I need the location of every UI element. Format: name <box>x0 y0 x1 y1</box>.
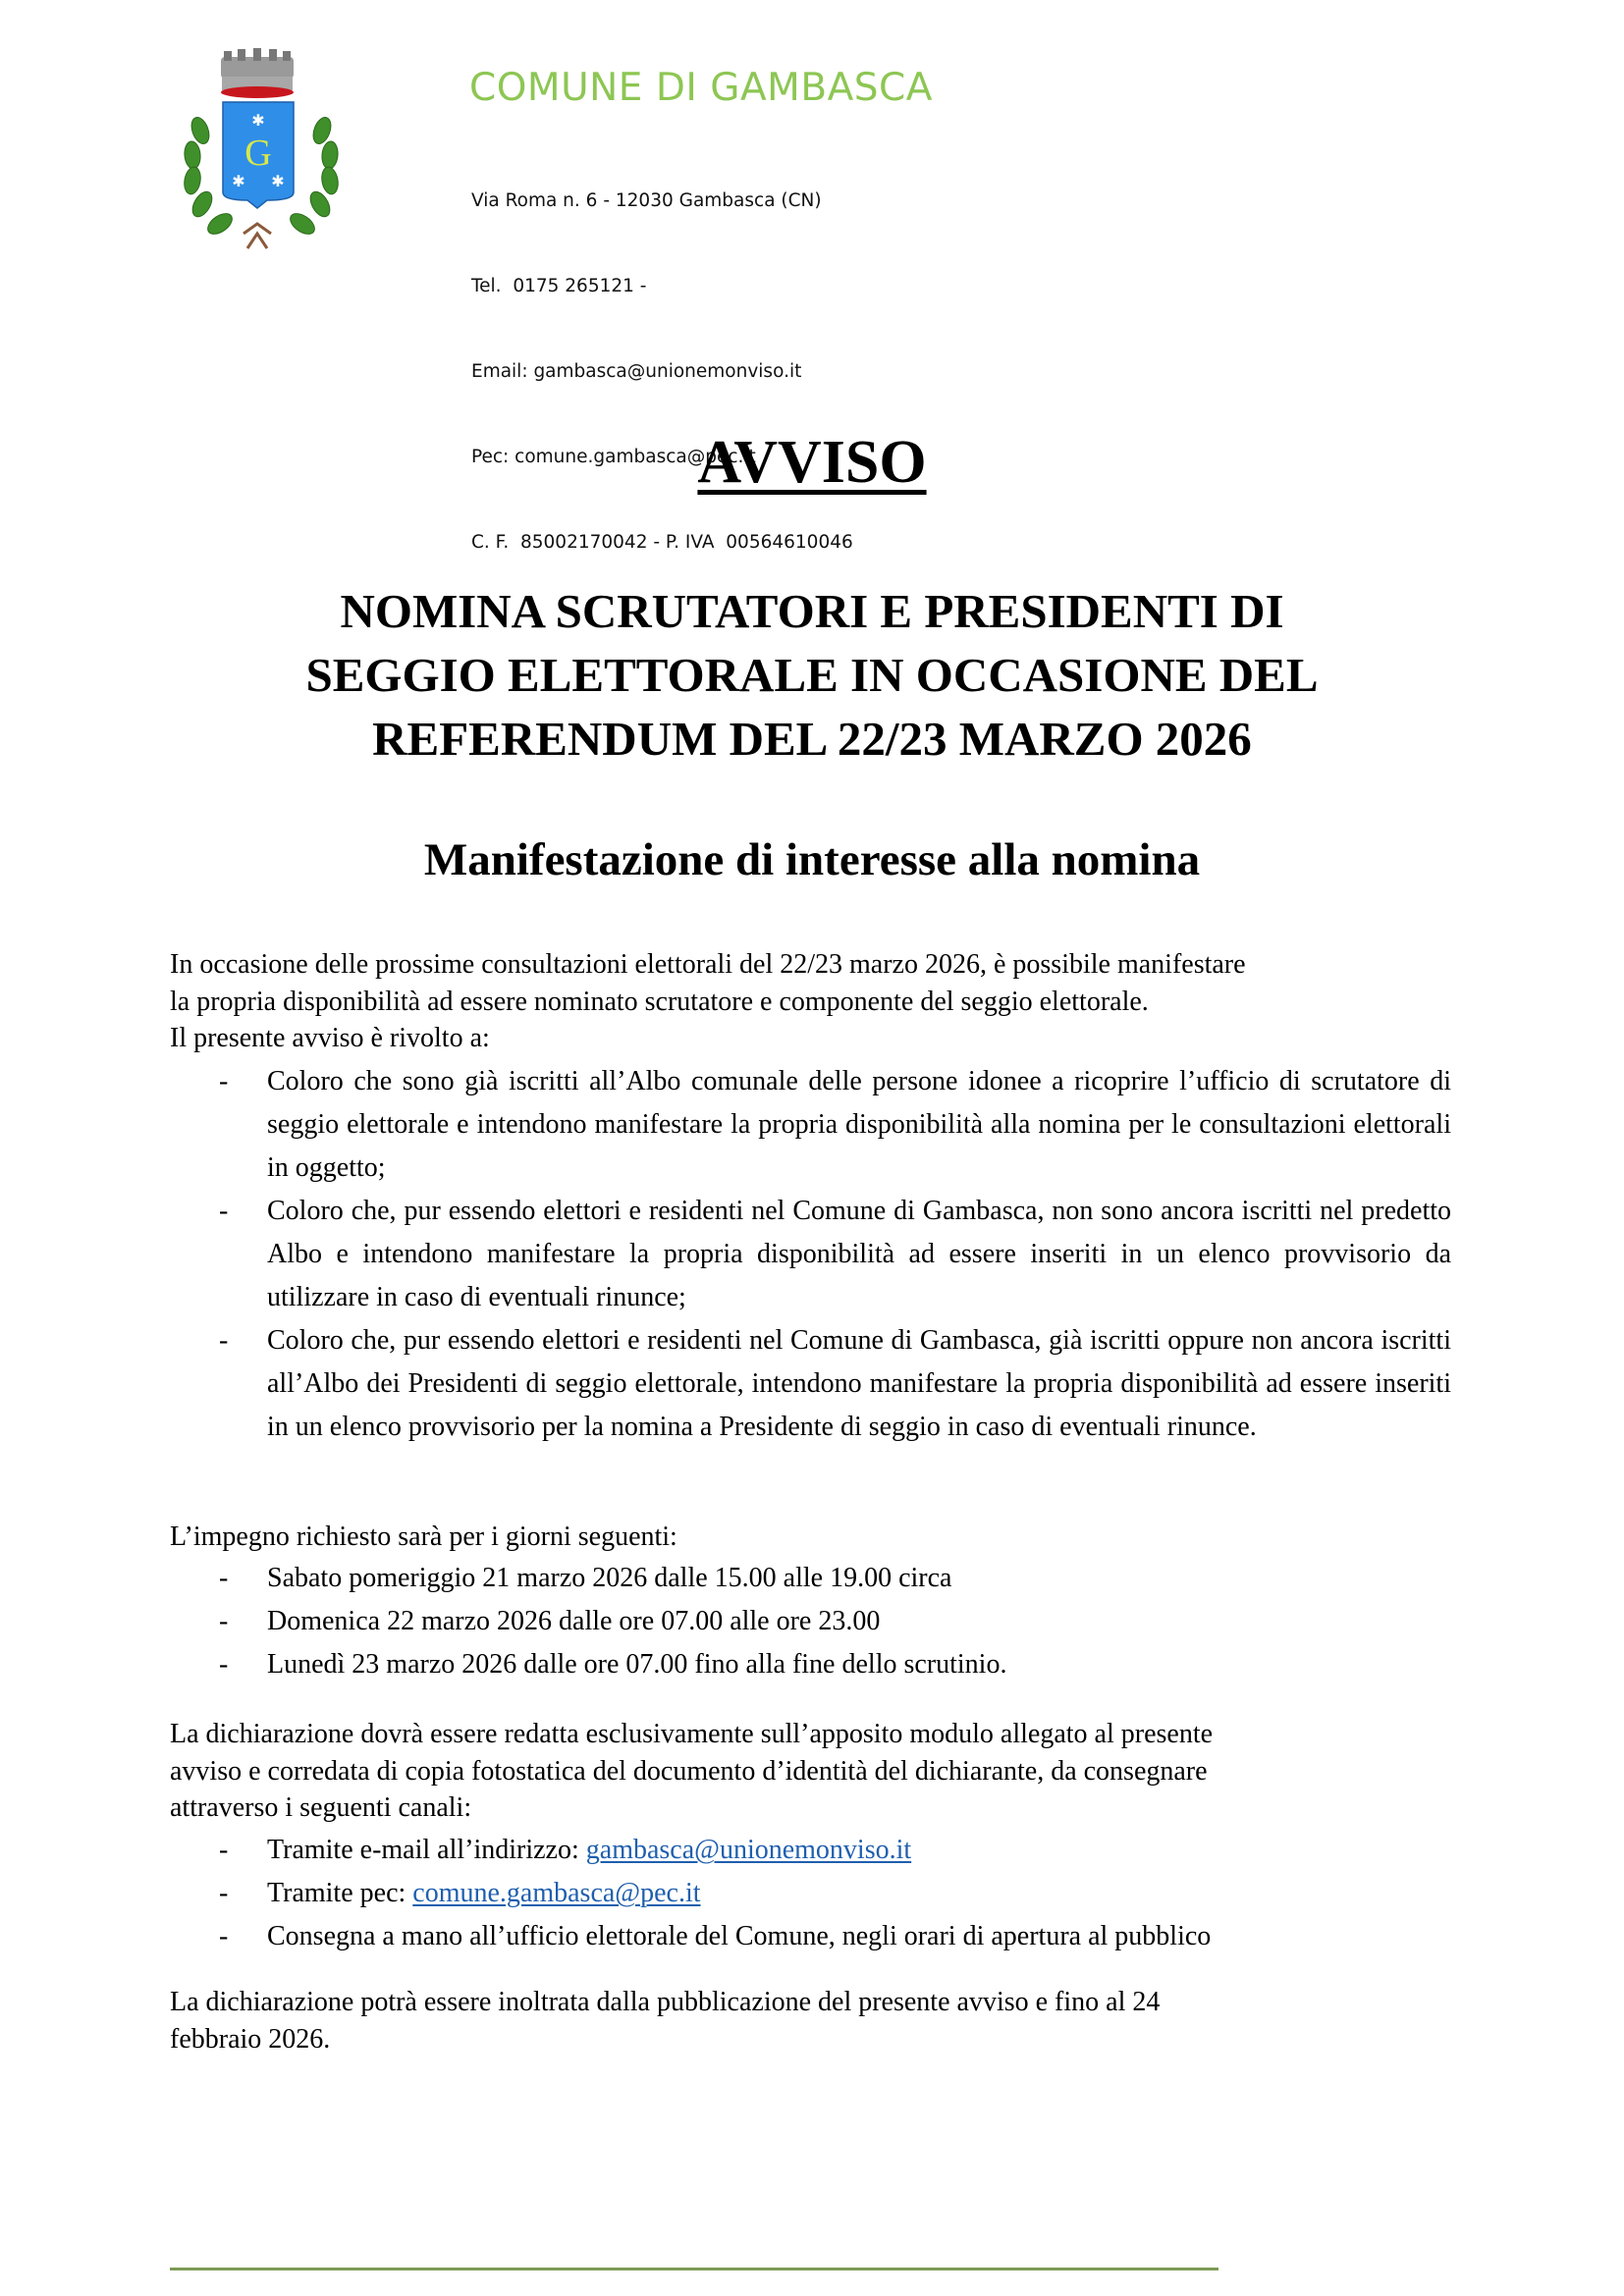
bullet-dash: - <box>219 1563 229 1593</box>
list-item <box>170 1557 1451 1600</box>
list-item <box>170 1600 1451 1643</box>
list-item-text: Sabato pomeriggio 21 marzo 2026 dalle 15.00 alle 19.00 circa <box>267 1563 952 1593</box>
svg-text:✱: ✱ <box>232 174 245 190</box>
submission-channels-list <box>170 1829 1451 1958</box>
heading-line: REFERENDUM DEL 22/23 MARZO 2026 <box>372 712 1252 766</box>
intro-paragraph <box>170 946 1451 1057</box>
intro-line: la propria disponibilità ad essere nominato scrutatore e componente del seggio elettorale. <box>170 986 1149 1017</box>
pec-line: Pec: comune.gambasca@pec.it <box>471 447 756 467</box>
email-line: Email: gambasca@unionemonviso.it <box>471 361 802 382</box>
bullet-dash: - <box>219 1921 229 1951</box>
intro-line: In occasione delle prossime consultazioni elettorali del 22/23 marzo 2026, è possibile manifestare <box>170 949 1246 980</box>
deadline-paragraph <box>170 1984 1451 2057</box>
bullet-dash: - <box>219 1649 229 1680</box>
address: Via Roma n. 6 - 12030 Gambasca (CN) <box>471 190 822 211</box>
heading-line: NOMINA SCRUTATORI E PRESIDENTI DI <box>340 584 1284 638</box>
bullet-dash: - <box>219 1066 229 1096</box>
municipal-coat-of-arms-icon <box>179 47 344 258</box>
bullet-dash: - <box>219 1606 229 1636</box>
list-item <box>170 1643 1451 1686</box>
deadline-line: La dichiarazione potrà essere inoltrata dalla pubblicazione del presente avviso e fino al 24 <box>170 1987 1161 2017</box>
svg-text:G: G <box>244 133 272 174</box>
in-person-channel: Consegna a mano all’ufficio elettorale del Comune, negli orari di apertura al pubblico <box>267 1921 1212 1951</box>
bullet-dash: - <box>219 1835 229 1865</box>
bullet-dash: - <box>219 1325 229 1356</box>
pec-link[interactable]: comune.gambasca@pec.it <box>412 1878 701 1908</box>
list-item-text: Coloro che, pur essendo elettori e residenti nel Comune di Gambasca, non sono ancora iscritti nel predetto Albo e intendono manifestare la propria disponibilità ad essere inseriti in un elenco provvisorio da utilizzare in caso di eventuali rinunce; <box>267 1196 1451 1312</box>
footer-divider <box>170 2268 1218 2270</box>
declaration-paragraph <box>170 1716 1451 1827</box>
list-item <box>170 1190 1451 1319</box>
declaration-line: attraverso i seguenti canali: <box>170 1792 472 1823</box>
email-channel-label: Tramite e-mail all’indirizzo: <box>267 1835 586 1865</box>
notice-subheading: Manifestazione di interesse alla nomina <box>423 834 1201 885</box>
svg-text:✱: ✱ <box>271 174 285 190</box>
commitment-intro: L’impegno richiesto sarà per i giorni seguenti: <box>170 1522 677 1552</box>
list-item <box>170 1915 1451 1958</box>
audience-list <box>170 1060 1451 1449</box>
organization-contact-block <box>471 130 853 585</box>
commitment-days-list <box>170 1557 1451 1686</box>
deadline-line: febbraio 2026. <box>170 2023 331 2055</box>
heading-line: SEGGIO ELETTORALE IN OCCASIONE DEL <box>305 648 1319 702</box>
organization-name: COMUNE DI GAMBASCA <box>469 66 933 110</box>
pec-channel-label: Tramite pec: <box>267 1878 413 1908</box>
list-item-text: Coloro che sono già iscritti all’Albo comunale delle persone idonee a ricoprire l’ufficio di scrutatore di seggio elettorale e intendono manifestare la propria disponibilità alla nomina per le consultazioni elettorali in oggetto; <box>267 1066 1451 1183</box>
list-item <box>170 1829 1451 1872</box>
phone: Tel. 0175 265121 - <box>471 276 647 296</box>
declaration-line: avviso e corredata di copia fotostatica del documento d’identità del dichiarante, da consegnare <box>170 1755 1208 1787</box>
list-item <box>170 1872 1451 1915</box>
list-item <box>170 1060 1451 1190</box>
notice-heading <box>0 579 1624 771</box>
notice-title <box>0 429 1624 496</box>
list-item-text: Lunedì 23 marzo 2026 dalle ore 07.00 fino alla fine dello scrutinio. <box>267 1649 1007 1680</box>
notice-title-text: AVVISO <box>697 429 927 496</box>
intro-line: Il presente avviso è rivolto a: <box>170 1023 490 1053</box>
list-item <box>170 1319 1451 1449</box>
declaration-line: La dichiarazione dovrà essere redatta esclusivamente sull’apposito modulo allegato al presente <box>170 1719 1214 1749</box>
list-item-text: Coloro che, pur essendo elettori e residenti nel Comune di Gambasca, già iscritti oppure non ancora iscritti all’Albo dei Presidenti di seggio elettorale, intendono manifestare la propria disponibilità ad essere inseriti in un elenco provvisorio per la nomina a Presidente di seggio in caso di eventuali rinunce. <box>267 1325 1451 1442</box>
tax-codes: C. F. 85002170042 - P. IVA 00564610046 <box>471 532 853 553</box>
list-item-text: Domenica 22 marzo 2026 dalle ore 07.00 alle ore 23.00 <box>267 1606 881 1636</box>
svg-text:✱: ✱ <box>251 113 265 130</box>
bullet-dash: - <box>219 1196 229 1226</box>
email-link[interactable]: gambasca@unionemonviso.it <box>585 1835 912 1865</box>
bullet-dash: - <box>219 1878 229 1908</box>
